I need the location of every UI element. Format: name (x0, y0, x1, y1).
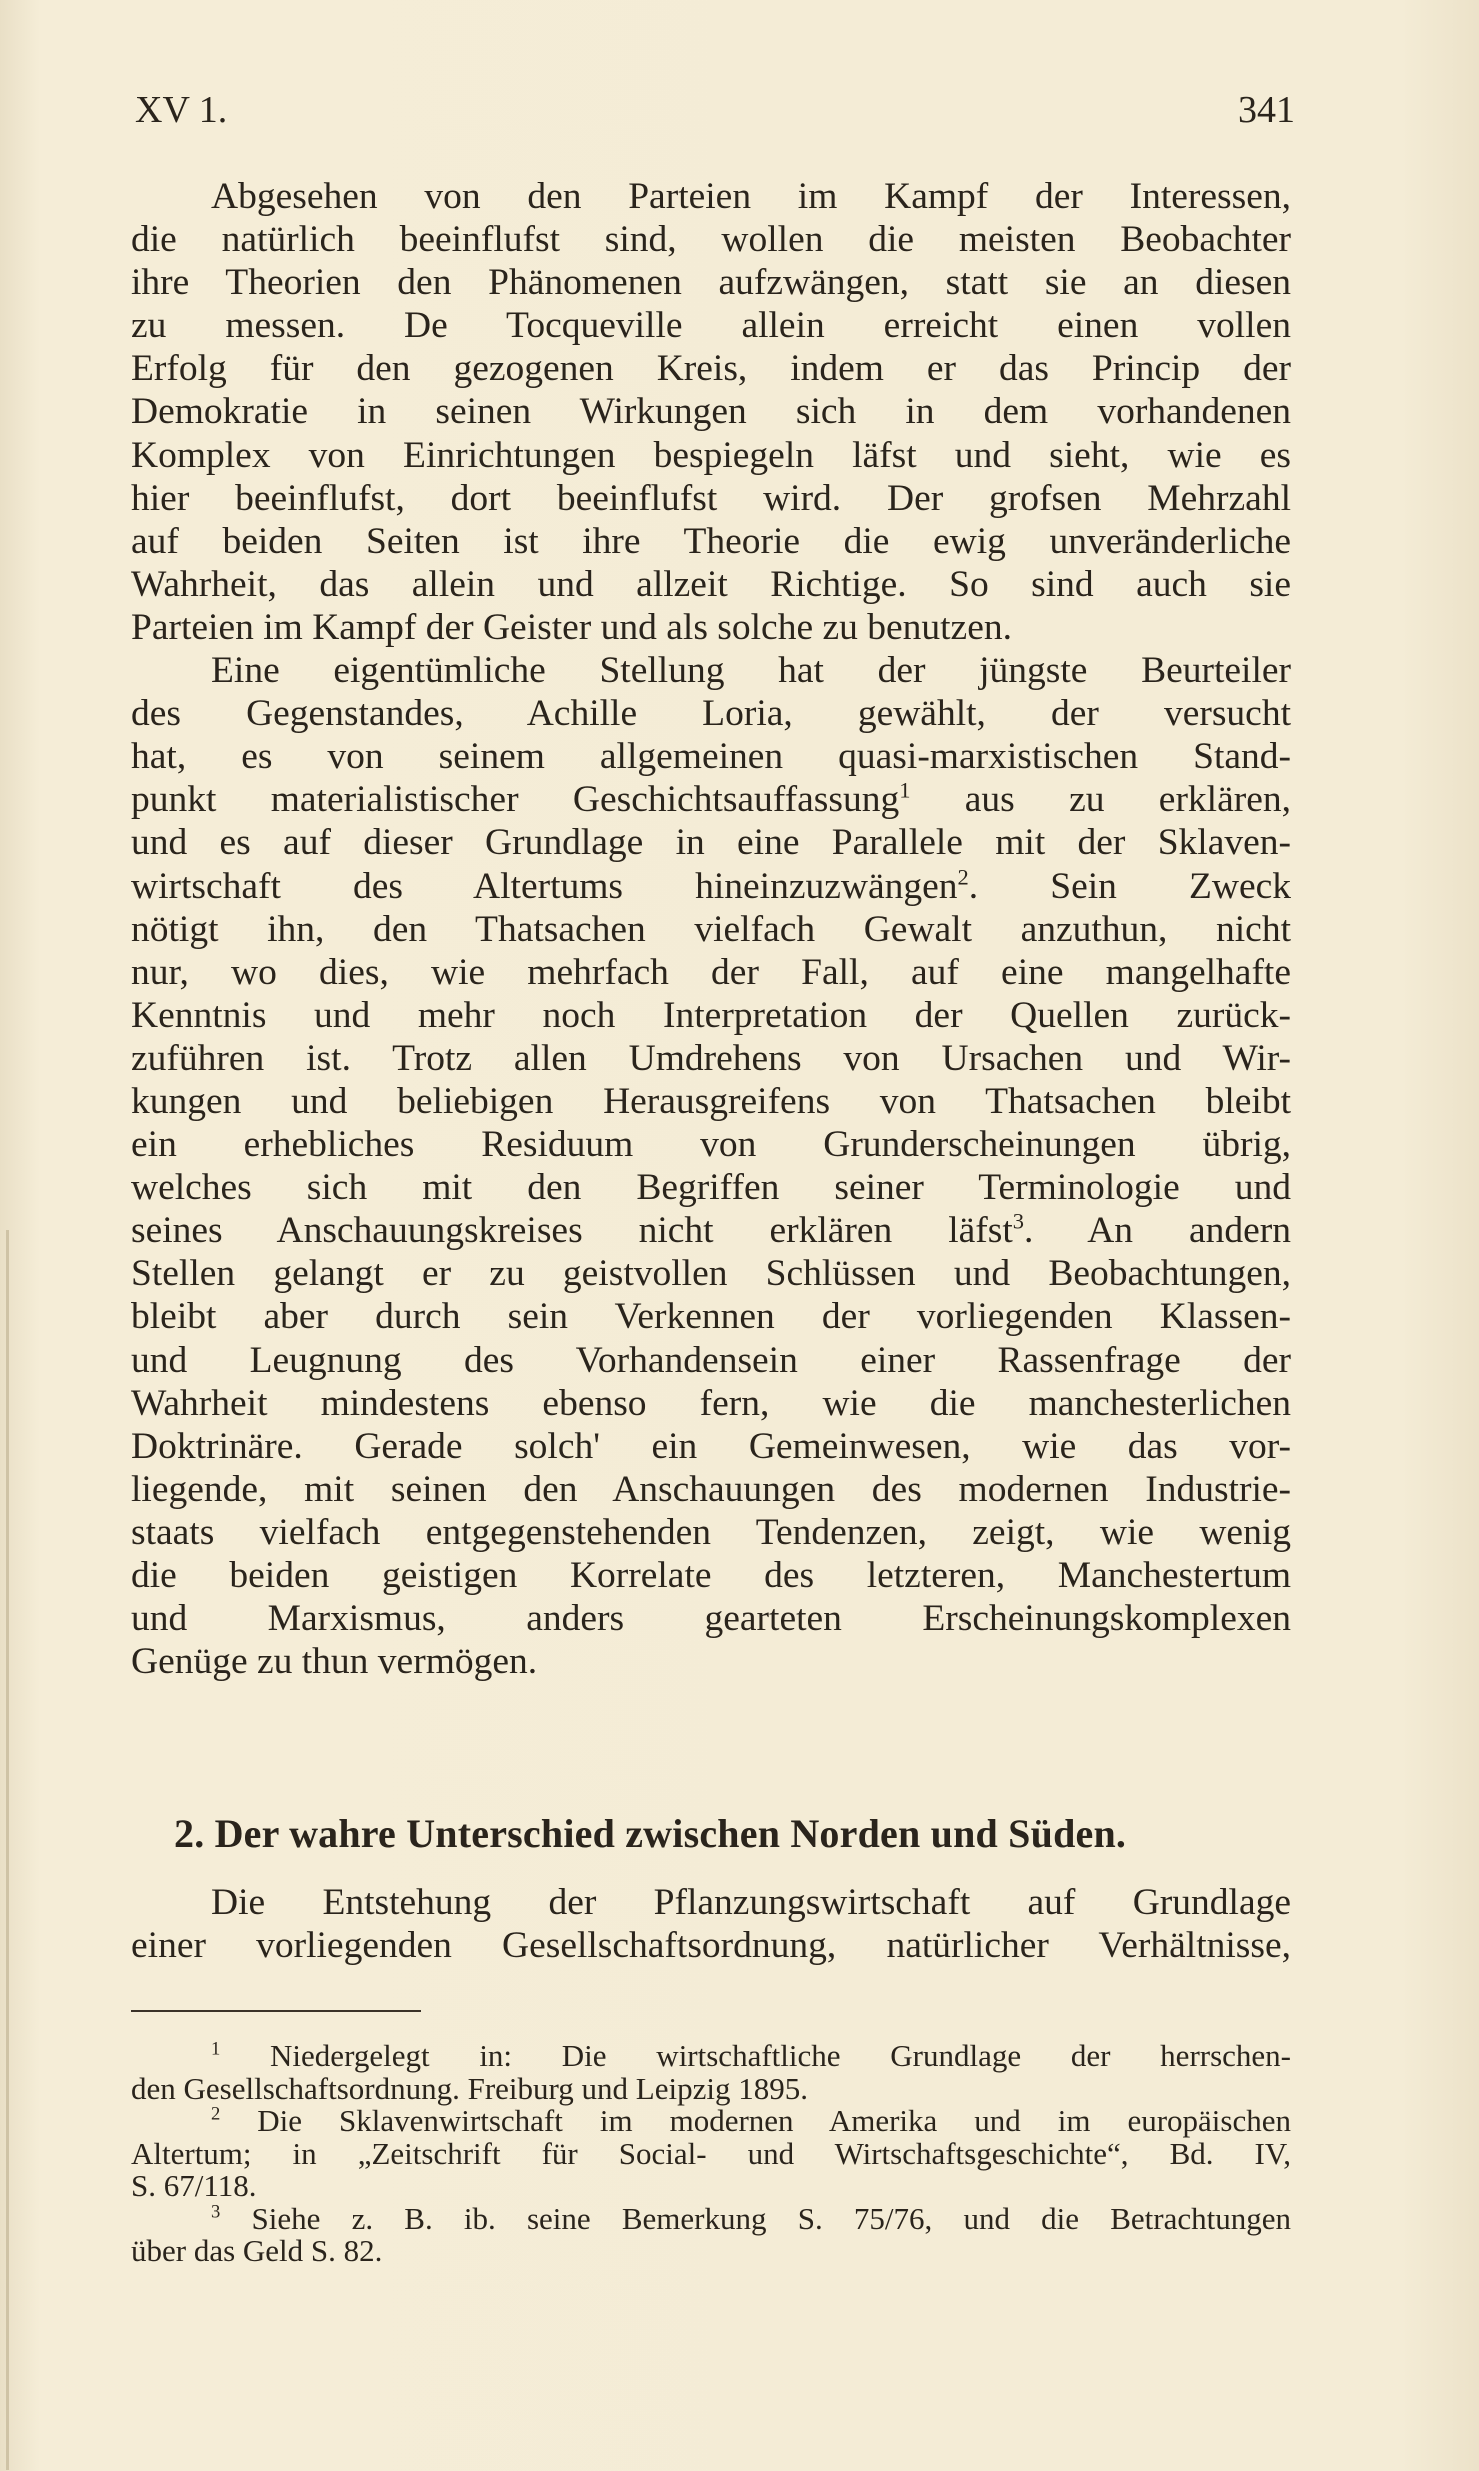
chapter-marker: XV 1. (135, 89, 228, 131)
text-segment: . Sein Zweck (968, 865, 1291, 907)
text-line: zu messen. De Tocqueville allein erreicht einen vollen (131, 305, 1291, 347)
text-line: ihre Theorien den Phänomenen aufzwängen, statt sie an diesen (131, 262, 1291, 304)
text-line: zuführen ist. Trotz allen Umdrehens von Ursachen und Wir- (131, 1037, 1291, 1079)
footnote-mark: 3 (211, 2201, 221, 2223)
text-line: welches sich mit den Begriffen seiner Terminologie und (131, 1167, 1291, 1209)
running-head (135, 88, 1295, 138)
text-line: und es auf dieser Grundlage in eine Parallele mit der Sklaven- (131, 822, 1291, 864)
footnote-1 (131, 2040, 1291, 2105)
footnote-mark: 1 (211, 2038, 221, 2060)
text-line: Die Entstehung der Pflanzungswirtschaft auf Grundlage (211, 1882, 1291, 1923)
text-line: einer vorliegenden Gesellschaftsordnung, natürlicher Verhältnisse, (131, 1925, 1291, 1967)
page-number: 341 (1238, 89, 1295, 131)
text-segment: seines Anschauungskreises nicht erklären läfst (131, 1210, 1013, 1252)
text-line: Wahrheit, das allein und allzeit Richtige. So sind auch sie (131, 563, 1291, 605)
text-line: nur, wo dies, wie mehrfach der Fall, auf eine mangelhafte (131, 951, 1291, 993)
text-line: Stellen gelangt er zu geistvollen Schlüssen und Beobachtungen, (131, 1253, 1291, 1295)
page-edge-line (6, 1230, 9, 2470)
footnote-separator (131, 2010, 421, 2012)
text-line: Komplex von Einrichtungen bespiegeln läfst und sieht, wie es (131, 434, 1291, 476)
footnote-line (131, 2200, 1291, 2236)
section-paragraph (131, 1880, 1291, 1966)
footnote-line: Altertum; in „Zeitschrift für Social- und Wirtschaftsgeschichte“, Bd. IV, (131, 2135, 1291, 2171)
footnote-3 (131, 2200, 1291, 2268)
text-segment: aus zu erklären, (910, 779, 1292, 821)
text-line: Parteien im Kampf der Geister und als solche zu benutzen. (131, 606, 1012, 648)
footnote-ref: 3 (1012, 1208, 1025, 1234)
text-line: die natürlich beeinflufst sind, wollen die meisten Beobachter (131, 219, 1291, 261)
text-line: hier beeinflufst, dort beeinflufst wird. Der grofsen Mehrzahl (131, 477, 1291, 519)
text-line: hat, es von seinem allgemeinen quasi-marxistischen Stand- (131, 736, 1291, 778)
footnotes (131, 2040, 1291, 2268)
text-segment: Die Sklavenwirtschaft im modernen Amerika und im europäischen (257, 2103, 1292, 2138)
text-line (131, 778, 1291, 821)
text-line: Abgesehen von den Parteien im Kampf der Interessen, (211, 176, 1291, 217)
text-line: Doktrinäre. Gerade solch' ein Gemeinwesen, wie das vor- (131, 1425, 1291, 1467)
text-segment: Niedergelegt in: Die wirtschaftliche Grundlage der herrschen- (270, 2038, 1291, 2073)
text-line: auf beiden Seiten ist ihre Theorie die ewig unveränderliche (131, 520, 1291, 562)
text-line: ein erhebliches Residuum von Grunderscheinungen übrig, (131, 1124, 1291, 1166)
text-line: Wahrheit mindestens ebenso fern, wie die manchesterlichen (131, 1382, 1291, 1424)
text-segment: punkt materialistischer Geschichtsauffassung (131, 779, 900, 821)
text-line: staats vielfach entgegenstehenden Tendenzen, zeigt, wie wenig (131, 1511, 1291, 1553)
text-line: Kenntnis und mehr noch Interpretation der Quellen zurück- (131, 994, 1291, 1036)
section-heading: 2. Der wahre Unterschied zwischen Norden und Süden. (174, 1811, 1127, 1856)
text-line: und Leugnung des Vorhandensein einer Rassenfrage der (131, 1339, 1291, 1381)
text-line: liegende, mit seinen den Anschauungen des modernen Industrie- (131, 1468, 1291, 1510)
footnote-2 (131, 2105, 1291, 2203)
text-line: bleibt aber durch sein Verkennen der vorliegenden Klassen- (131, 1296, 1291, 1338)
footnote-mark: 2 (211, 2103, 221, 2125)
footnote-ref: 1 (899, 777, 911, 803)
footnote-line: den Gesellschaftsordnung. Freiburg und Leipzig 1895. (131, 2070, 808, 2106)
main-paragraphs (131, 175, 1291, 1683)
footnote-line (131, 2105, 1291, 2138)
text-line: die beiden geistigen Korrelate des letzteren, Manchestertum (131, 1555, 1291, 1596)
footnote-line: S. 67/118. (131, 2168, 257, 2203)
text-line (131, 865, 1291, 908)
text-segment: . An andern (1024, 1210, 1291, 1252)
footnote-line (131, 2040, 1291, 2073)
text-line: kungen und beliebigen Herausgreifens von Thatsachen bleibt (131, 1080, 1291, 1122)
text-line: Erfolg für den gezogenen Kreis, indem er das Princip der (131, 348, 1291, 390)
text-line: Demokratie in seinen Wirkungen sich in dem vorhandenen (131, 391, 1291, 433)
text-line (131, 1209, 1291, 1252)
text-line: Eine eigentümliche Stellung hat der jüngste Beurteiler (211, 650, 1291, 692)
footnote-line: über das Geld S. 82. (131, 2233, 383, 2268)
text-segment: Siehe z. B. ib. seine Bemerkung S. 75/76, und die Betrachtungen (251, 2200, 1291, 2236)
text-segment: wirtschaft des Altertums hineinzuzwängen (131, 865, 958, 907)
text-line: des Gegenstandes, Achille Loria, gewählt, der versucht (131, 693, 1291, 735)
text-line: und Marxismus, anders gearteten Erscheinungskomplexen (131, 1598, 1291, 1640)
text-line: nötigt ihn, den Thatsachen vielfach Gewalt anzuthun, nicht (131, 908, 1291, 950)
footnote-ref: 2 (957, 864, 969, 889)
text-line: Genüge zu thun vermögen. (131, 1641, 538, 1683)
